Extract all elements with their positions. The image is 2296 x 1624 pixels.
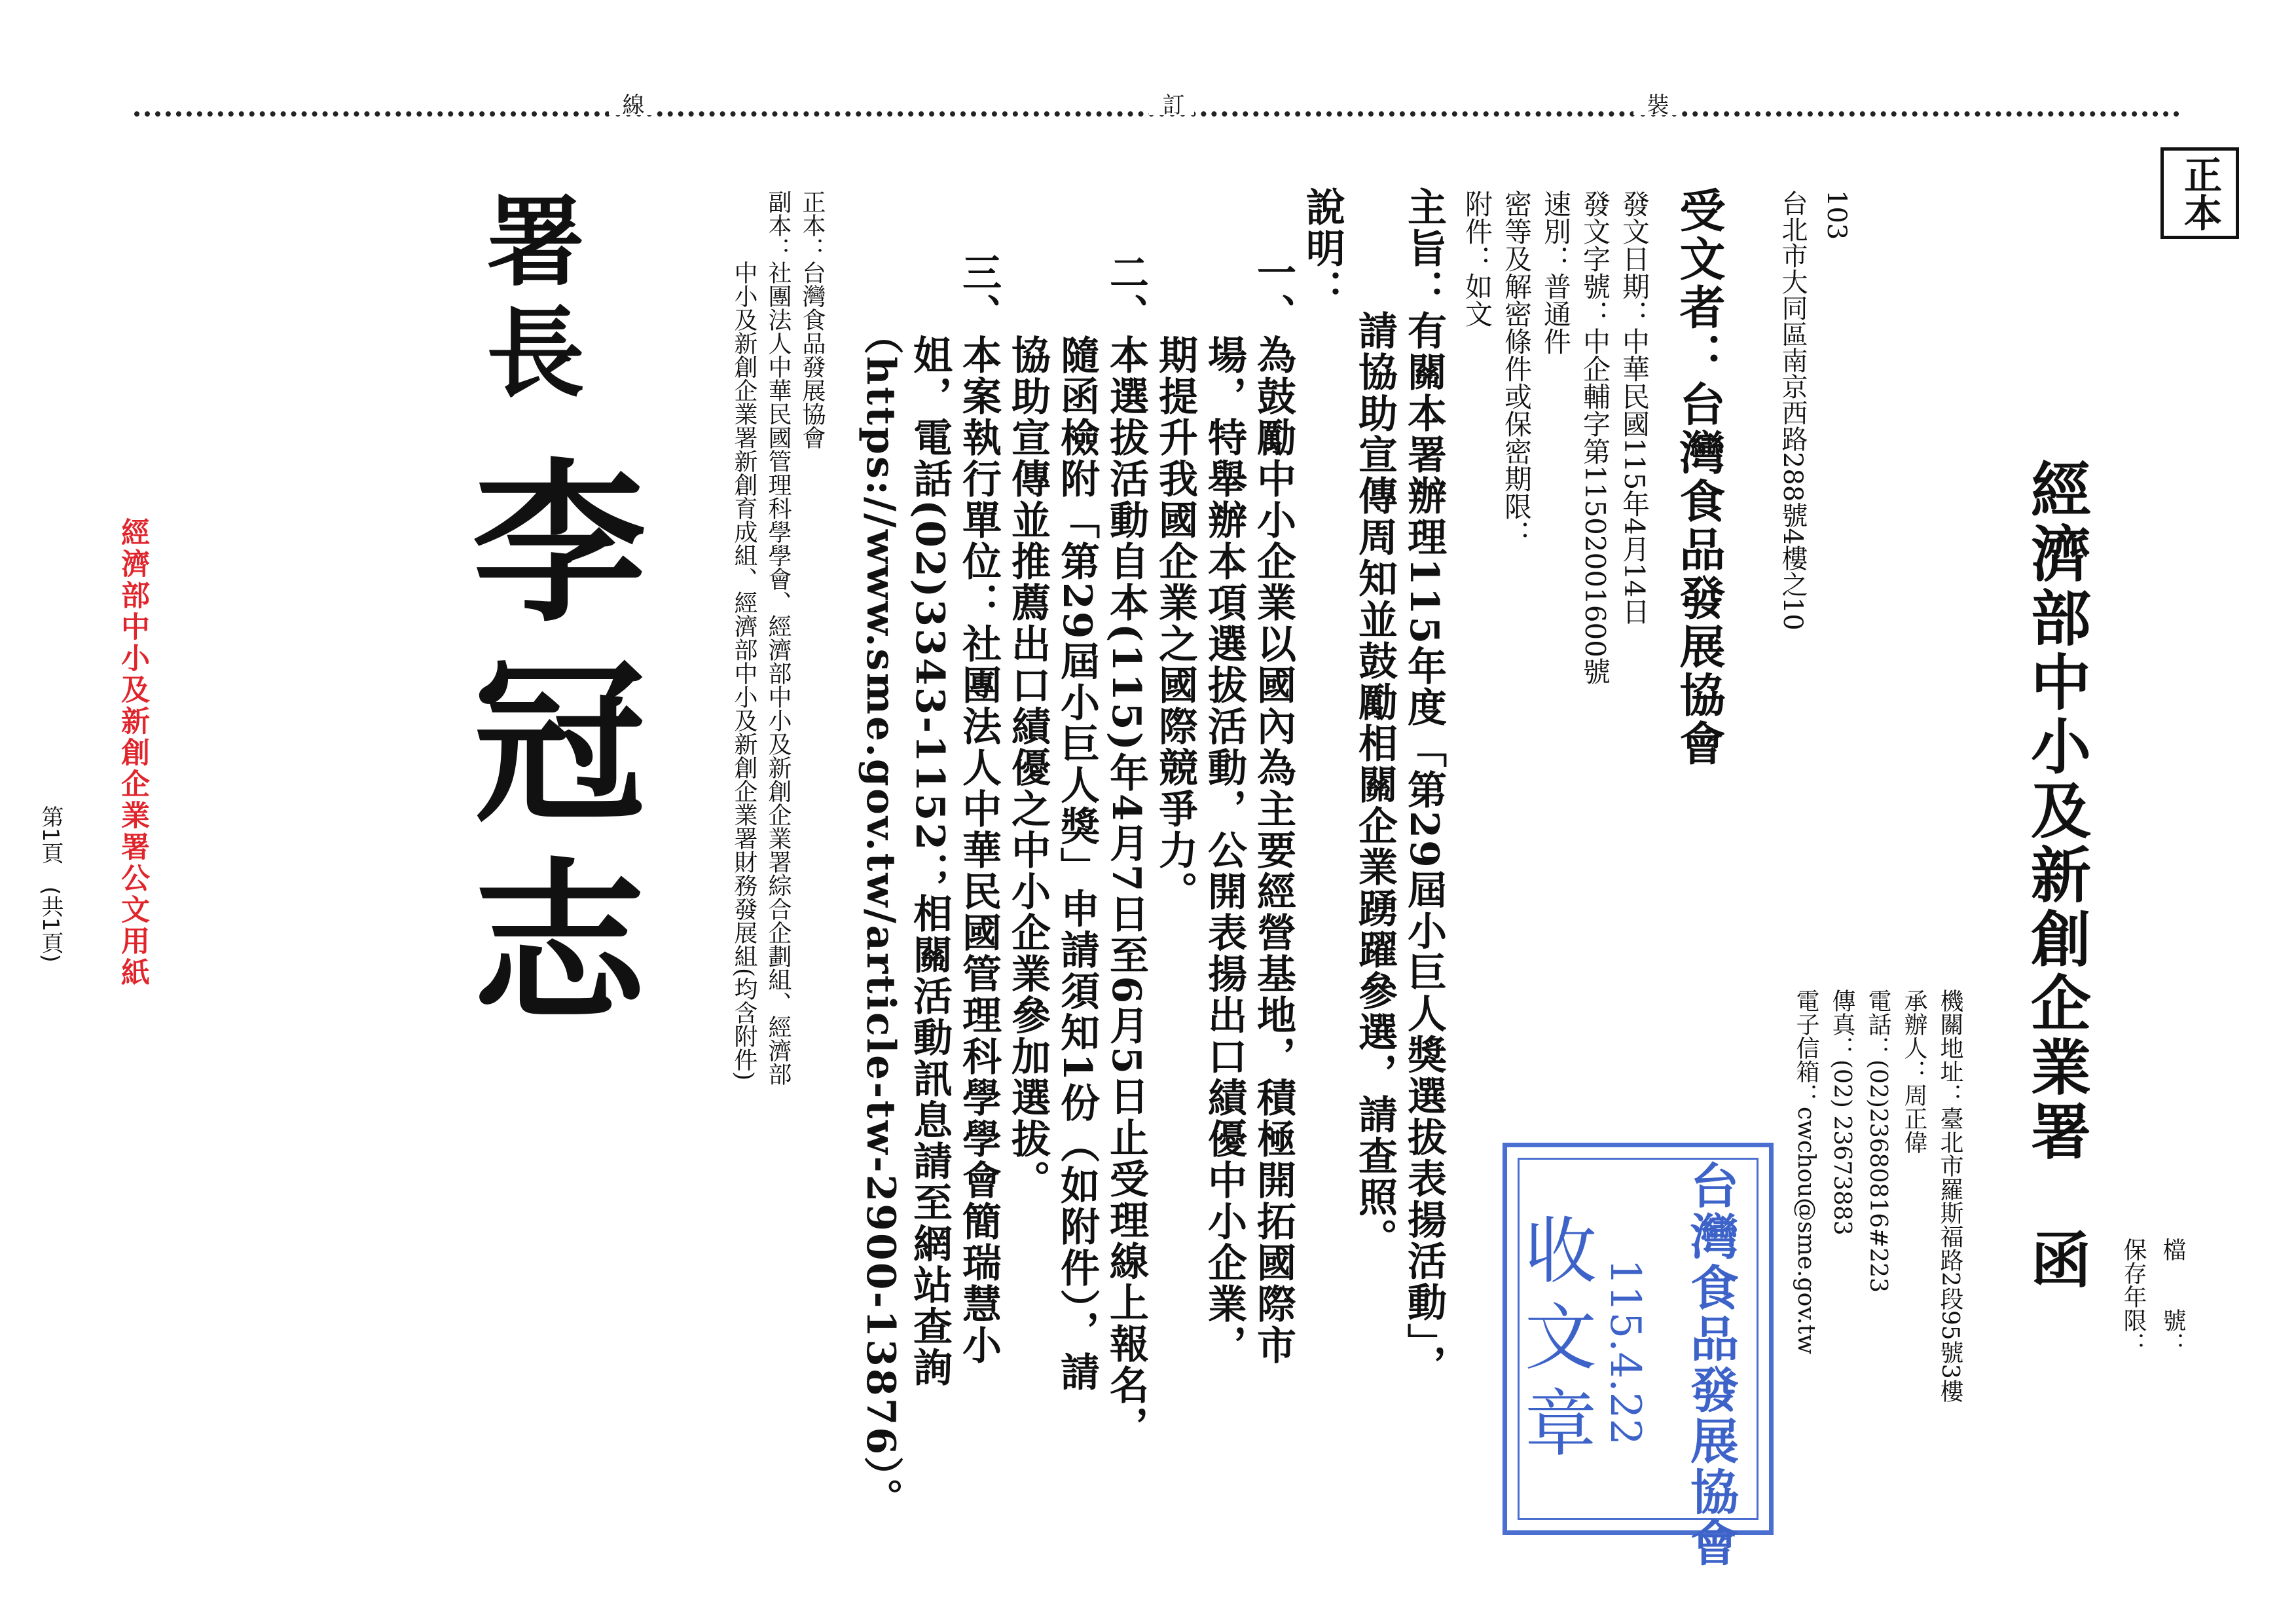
stamp-receipt: 收文章	[1513, 1213, 1597, 1472]
original-copy-box	[2160, 147, 2239, 239]
page-number: 第1頁 (共1頁)	[37, 805, 64, 963]
subject-line-1: 主旨：有關本署辦理115年度「第29屆小巨人獎選拔表揚活動」，	[1401, 187, 1447, 1386]
explanation-item: 一、為鼓勵中小企業以國內為主要經營基地，積極開拓國際市	[1250, 252, 1296, 1366]
explanation-item: 三、本案執行單位：社團法人中華民國管理科學學會簡瑞慧小	[956, 252, 1002, 1366]
attachment: 附件：如文	[1461, 190, 1493, 327]
agency-address: 機關地址：臺北市羅斯福路2段95號3樓	[1937, 989, 1963, 1403]
explanation-item: 隨函檢附「第29屆小巨人獎」申請須知1份（如附件），請	[1054, 252, 1100, 1393]
fax: 傳真：(02) 23673883	[1829, 989, 1855, 1236]
handler: 承辦人：周正偉	[1901, 989, 1927, 1154]
agency-title: 經濟部中小及新創企業署 函	[2021, 458, 2092, 1293]
explanation-item: 期提升我國企業之國際競爭力。	[1152, 252, 1198, 912]
signature-name: 李冠志	[443, 452, 647, 1051]
explanation-item: 協助宣傳並推薦出口績優之中小企業參加選拔。	[1005, 252, 1051, 1201]
binding-mark-bind: 訂	[1149, 93, 1194, 115]
email: 電子信箱：cwchou@sme.gov.tw	[1793, 989, 1819, 1355]
stamp-org: 台灣食品發展協會	[1683, 1160, 1739, 1569]
explanation-item: 姐，電話(02)3343-1152；相關活動訊息請至網站查詢	[907, 252, 953, 1389]
copy-recipients-cont: 中小及新創企業署新創育成組、經濟部中小及新創企業署財務發展組(均含附件)	[731, 190, 757, 1081]
document-number: 發文字號：中企輔字第11502001600號	[1579, 190, 1611, 685]
explanation-item: 二、本選拔活動自本(115)年4月7日至6月5日止受理線上報名，	[1103, 252, 1149, 1448]
secrecy-level: 密等及解密條件或保密期限：	[1501, 190, 1533, 547]
file-number: 檔 號：	[2159, 1238, 2186, 1356]
postal-code: 103	[1821, 190, 1851, 240]
receipt-stamp	[1503, 1143, 1774, 1569]
explanation-item: 場，特舉辦本項選拔活動，公開表揚出口績優中小企業，	[1201, 252, 1247, 1366]
delivery-speed: 速別：普通件	[1540, 190, 1572, 355]
explanation-item: （https://www.sme.gov.tw/article-tw-2900-13876）。	[858, 252, 903, 1520]
subject-line-2: 請協助宣傳周知並鼓勵相關企業踴躍參選，請查照。	[1352, 187, 1398, 1259]
signature-title: 署長	[469, 190, 585, 413]
official-paper-label: 經濟部中小及新創企業署公文用紙	[116, 517, 149, 989]
binding-mark-install: 裝	[1633, 93, 1679, 115]
binding-mark-line: 線	[609, 93, 654, 115]
original-recipient: 正本：台灣食品發展協會	[799, 190, 826, 449]
original-copy-label: 正本	[2178, 155, 2222, 231]
stamp-date: 115.4.22	[1601, 1259, 1649, 1445]
recipient: 受文者：台灣食品發展協會	[1672, 187, 1726, 768]
explanation-heading: 說明：	[1300, 187, 1345, 310]
phone: 電話：(02)23680816#223	[1865, 989, 1891, 1293]
issue-date: 發文日期：中華民國115年4月14日	[1618, 190, 1650, 625]
copy-recipients: 副本：社團法人中華民國管理科學學會、經濟部中小及新創企業署綜合企劃組、經濟部	[765, 190, 792, 1086]
retention-period: 保存年限：	[2120, 1238, 2147, 1356]
recipient-address: 台北市大同區南京西路288號4樓之10	[1777, 190, 1808, 631]
